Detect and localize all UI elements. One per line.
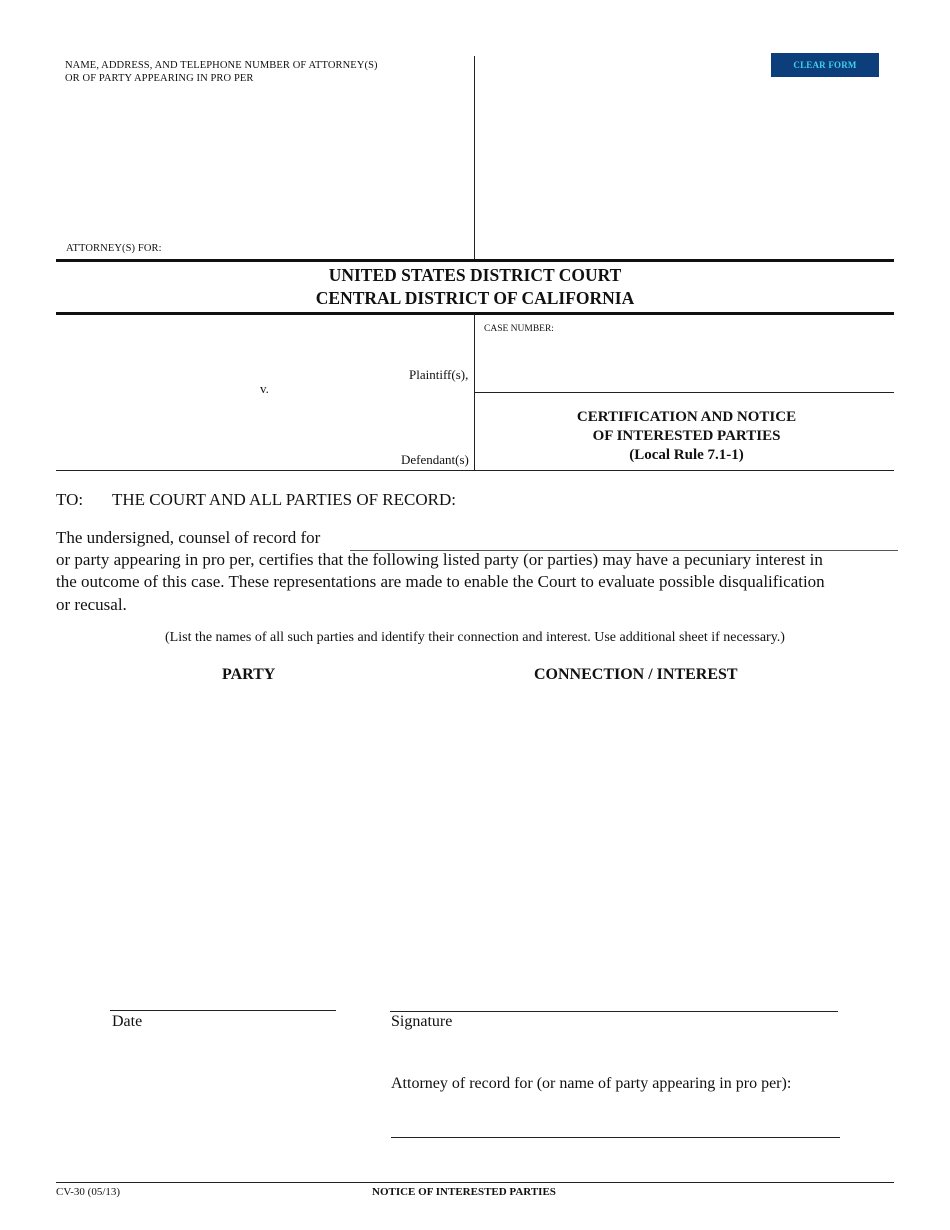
- form-footer-title: NOTICE OF INTERESTED PARTIES: [372, 1186, 556, 1198]
- plaintiff-label: Plaintiff(s),: [409, 367, 469, 382]
- footer-rule: [56, 1182, 894, 1183]
- paragraph-line2: the outcome of this case. These representations are made to enable the Court to evaluate possible disqualification: [56, 572, 825, 591]
- defendant-label: Defendant(s): [401, 452, 469, 467]
- defendant-field[interactable]: [60, 398, 464, 444]
- court-top-rule: [56, 259, 894, 262]
- date-field[interactable]: [112, 988, 338, 1008]
- court-heading: [56, 264, 894, 310]
- attorney-label-line1: NAME, ADDRESS, AND TELEPHONE NUMBER OF ATTORNEY(S): [65, 60, 378, 71]
- connection-list-field[interactable]: [480, 694, 894, 984]
- attorney-info-field[interactable]: [64, 92, 468, 232]
- attorney-label-line2: OR OF PARTY APPEARING IN PRO PER: [65, 72, 254, 84]
- attorney-of-record-label: Attorney of record for (or name of party appearing in pro per):: [391, 1075, 792, 1092]
- versus-label: v.: [260, 381, 269, 396]
- case-number-rule: [475, 392, 894, 393]
- instructions-text: (List the names of all such parties and identify their connection and interest. Use additional sheet if necessary.): [165, 630, 785, 645]
- cert-title-line1: CERTIFICATION AND NOTICE: [576, 409, 797, 425]
- case-number-field[interactable]: [484, 345, 888, 375]
- cert-title-line3: (Local Rule 7.1-1): [629, 447, 744, 463]
- court-line2: CENTRAL DISTRICT OF CALIFORNIA: [315, 288, 635, 308]
- header-divider: [474, 56, 475, 260]
- form-number: CV-30 (05/13): [56, 1186, 121, 1198]
- plaintiff-field[interactable]: [60, 320, 464, 366]
- to-label: TO:: [56, 490, 84, 509]
- paragraph-line3: or recusal.: [56, 595, 127, 614]
- attorneys-for-label: ATTORNEY(S) FOR:: [66, 243, 162, 254]
- connection-column-header: CONNECTION / INTEREST: [534, 666, 738, 683]
- clear-form-button[interactable]: CLEAR FORM: [771, 53, 879, 77]
- date-label: Date: [112, 1013, 143, 1030]
- counsel-of-record-field[interactable]: [352, 529, 898, 547]
- signature-rule: [390, 1011, 838, 1012]
- date-rule: [110, 1010, 336, 1011]
- court-bottom-rule: [56, 312, 894, 315]
- paragraph-line1: or party appearing in pro per, certifies that the following listed party (or parties) may have a pecuniary interest in: [56, 550, 823, 569]
- signature-field[interactable]: [392, 988, 840, 1008]
- attorney-of-record-rule: [391, 1137, 840, 1138]
- caption-bottom-rule: [56, 470, 894, 471]
- case-number-label: CASE NUMBER:: [484, 324, 554, 334]
- attorneys-for-field[interactable]: [165, 240, 469, 256]
- court-line1: UNITED STATES DISTRICT COURT: [328, 265, 622, 285]
- attorney-of-record-field[interactable]: [393, 1114, 841, 1134]
- to-text: THE COURT AND ALL PARTIES OF RECORD:: [112, 490, 456, 509]
- party-column-header: PARTY: [222, 666, 276, 683]
- signature-label: Signature: [391, 1013, 453, 1030]
- party-list-field[interactable]: [60, 694, 464, 984]
- certification-title: [475, 408, 898, 465]
- counsel-intro: The undersigned, counsel of record for: [56, 528, 321, 547]
- attorney-info-label: [65, 60, 378, 85]
- cert-title-line2: OF INTERESTED PARTIES: [592, 428, 781, 444]
